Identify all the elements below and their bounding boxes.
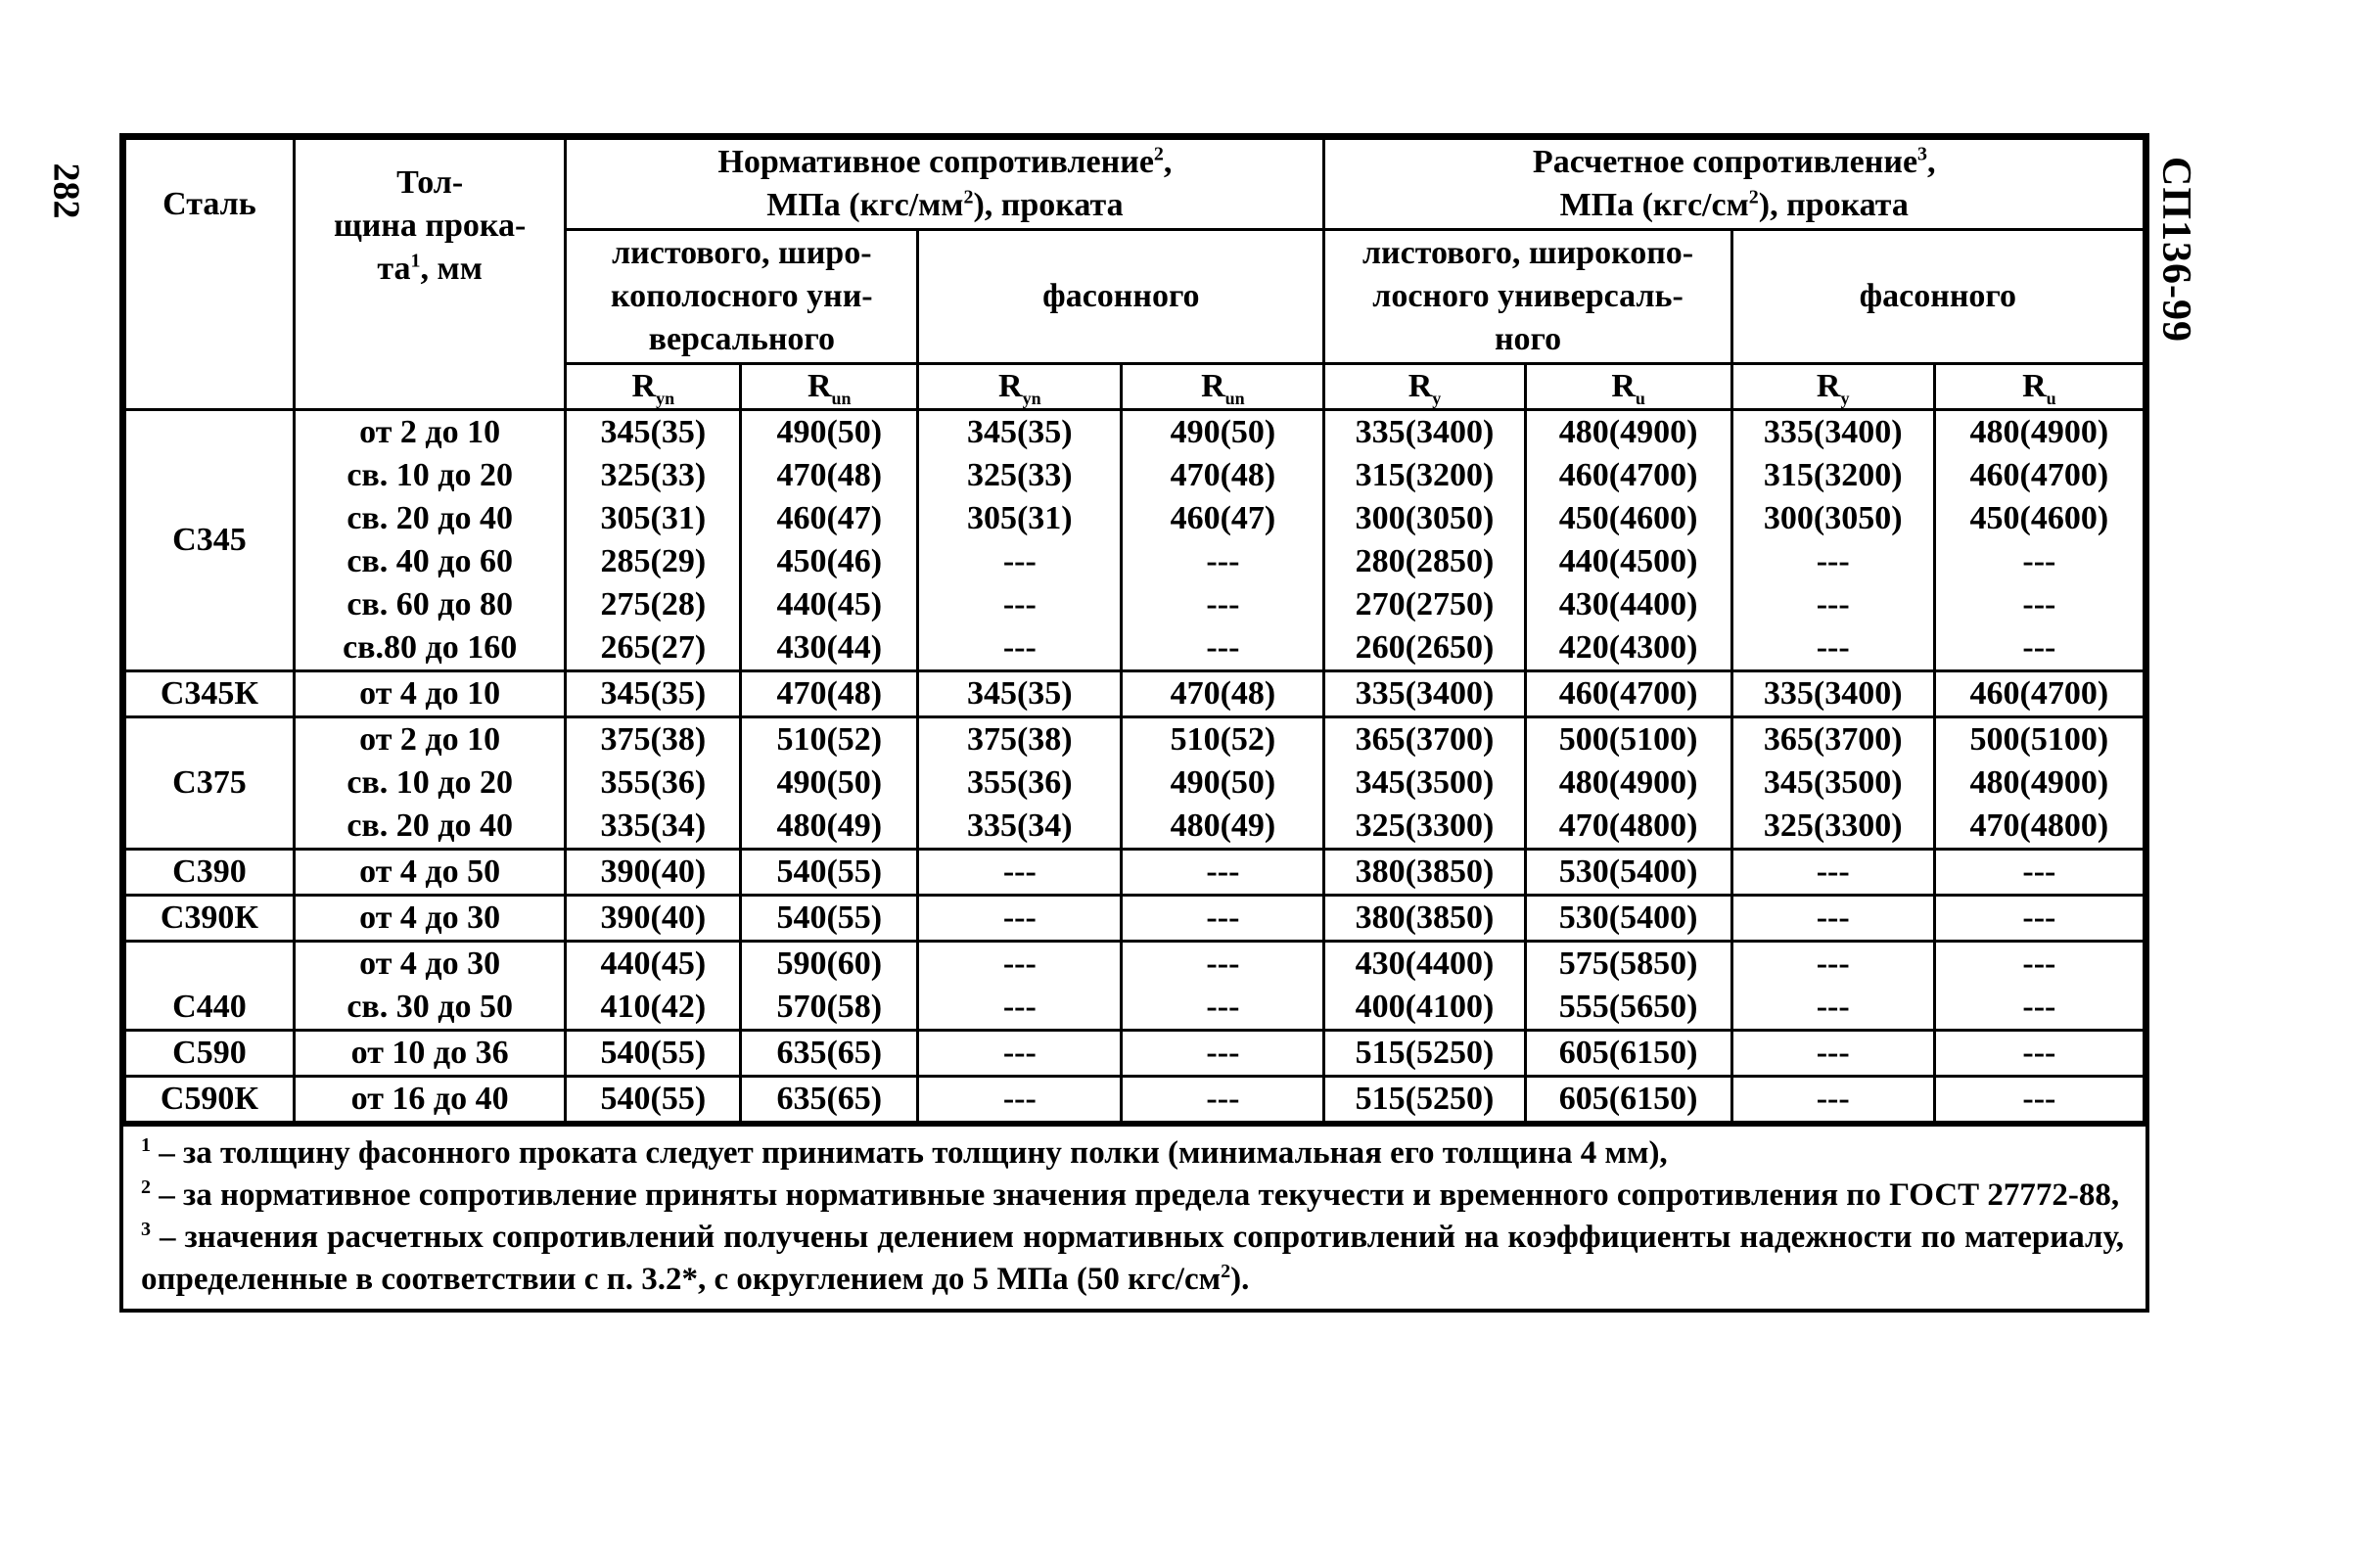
value-cell: 335(34) bbox=[566, 805, 741, 850]
value-cell: 440(4500) bbox=[1525, 540, 1731, 583]
header-design-comma: , bbox=[1927, 144, 1936, 180]
value-cell: 540(55) bbox=[741, 896, 918, 942]
header-shaped-normative bbox=[918, 230, 1324, 364]
value-cell: 365(3700) bbox=[1324, 717, 1525, 762]
value-cell: 315(3200) bbox=[1731, 454, 1934, 497]
value-cell: --- bbox=[918, 1077, 1122, 1123]
thickness-cell: св. 20 до 40 bbox=[294, 805, 565, 850]
page-number-text: 282 bbox=[45, 162, 86, 219]
value-cell: 440(45) bbox=[741, 583, 918, 626]
symbol-subscript: u bbox=[2046, 388, 2056, 408]
header-thickness-line1: Тол- bbox=[396, 164, 464, 201]
value-cell: 500(5100) bbox=[1525, 717, 1731, 762]
thickness-cell: св.80 до 160 bbox=[294, 626, 565, 671]
table-row bbox=[125, 1077, 2145, 1123]
steel-grade-cell: С345 bbox=[125, 410, 295, 671]
header-design-footnote: 3 bbox=[1917, 143, 1928, 165]
value-cell: 590(60) bbox=[741, 942, 918, 987]
value-cell: --- bbox=[1934, 986, 2144, 1031]
footnote-text: – значения расчетных сопротивлений получены делением нормативных сопротивлений на коэффициенты надежности по материалу, определенные в соответствии с п. 3.2*, с округлением до 5 МПа (50 кгс/см bbox=[141, 1220, 2124, 1297]
thickness-cell: от 2 до 10 bbox=[294, 717, 565, 762]
value-cell: 335(3400) bbox=[1731, 671, 1934, 717]
header-symbol-1 bbox=[566, 364, 741, 410]
value-cell: 490(50) bbox=[1122, 761, 1324, 805]
value-cell: --- bbox=[918, 583, 1122, 626]
value-cell: 575(5850) bbox=[1525, 942, 1731, 987]
value-cell: 305(31) bbox=[566, 497, 741, 540]
steel-resistance-table bbox=[119, 133, 2149, 1313]
thickness-cell: св. 60 до 80 bbox=[294, 583, 565, 626]
table-row bbox=[125, 626, 2145, 671]
header-shaped-design-label: фасонного bbox=[1859, 278, 2017, 314]
symbol-subscript: yn bbox=[656, 388, 675, 408]
value-cell: 430(4400) bbox=[1525, 583, 1731, 626]
value-cell: --- bbox=[1934, 583, 2144, 626]
value-cell: 515(5250) bbox=[1324, 1077, 1525, 1123]
value-cell: --- bbox=[1731, 540, 1934, 583]
value-cell: 345(3500) bbox=[1324, 761, 1525, 805]
header-normative-unit-sup: 2 bbox=[963, 186, 974, 208]
symbol-subscript: y bbox=[1840, 388, 1850, 408]
header-sheet-design-line1: листового, широкопо- bbox=[1361, 235, 1694, 271]
value-cell: 480(49) bbox=[1122, 805, 1324, 850]
value-cell: --- bbox=[1731, 896, 1934, 942]
value-cell: 270(2750) bbox=[1324, 583, 1525, 626]
symbol-subscript: un bbox=[1224, 388, 1245, 408]
footnote-text-end: ). bbox=[1230, 1262, 1250, 1297]
value-cell: --- bbox=[1122, 583, 1324, 626]
thickness-cell: от 4 до 50 bbox=[294, 850, 565, 896]
value-cell: 470(4800) bbox=[1934, 805, 2144, 850]
value-cell: 420(4300) bbox=[1525, 626, 1731, 671]
table-body bbox=[125, 410, 2145, 1123]
steel-grade-cell: С590К bbox=[125, 1077, 295, 1123]
value-cell: 450(46) bbox=[741, 540, 918, 583]
value-cell: 285(29) bbox=[566, 540, 741, 583]
header-symbol-8 bbox=[1934, 364, 2144, 410]
value-cell: 635(65) bbox=[741, 1077, 918, 1123]
header-shaped-normative-label: фасонного bbox=[1042, 278, 1200, 314]
value-cell: 635(65) bbox=[741, 1031, 918, 1077]
value-cell: 390(40) bbox=[566, 896, 741, 942]
value-cell: --- bbox=[918, 1031, 1122, 1077]
value-cell: --- bbox=[1122, 626, 1324, 671]
value-cell: 345(35) bbox=[918, 410, 1122, 455]
value-cell: 605(6150) bbox=[1525, 1077, 1731, 1123]
value-cell: --- bbox=[1934, 942, 2144, 987]
value-cell: 515(5250) bbox=[1324, 1031, 1525, 1077]
value-cell: 470(48) bbox=[741, 454, 918, 497]
value-cell: 605(6150) bbox=[1525, 1031, 1731, 1077]
header-thickness-unit: , мм bbox=[420, 251, 483, 287]
value-cell: 400(4100) bbox=[1324, 986, 1525, 1031]
value-cell: --- bbox=[1934, 896, 2144, 942]
value-cell: 540(55) bbox=[566, 1077, 741, 1123]
value-cell: --- bbox=[1731, 986, 1934, 1031]
value-cell: 300(3050) bbox=[1324, 497, 1525, 540]
value-cell: --- bbox=[1731, 583, 1934, 626]
thickness-cell: от 4 до 10 bbox=[294, 671, 565, 717]
table-row bbox=[125, 671, 2145, 717]
value-cell: --- bbox=[1934, 540, 2144, 583]
value-cell: 345(3500) bbox=[1731, 761, 1934, 805]
table-row bbox=[125, 454, 2145, 497]
table-row bbox=[125, 942, 2145, 987]
value-cell: --- bbox=[1122, 986, 1324, 1031]
header-design-suffix: ), проката bbox=[1758, 187, 1909, 223]
value-cell: 480(4900) bbox=[1525, 761, 1731, 805]
table-row bbox=[125, 540, 2145, 583]
table-row bbox=[125, 717, 2145, 762]
value-cell: 460(4700) bbox=[1525, 671, 1731, 717]
value-cell: 540(55) bbox=[566, 1031, 741, 1077]
value-cell: 380(3850) bbox=[1324, 850, 1525, 896]
header-sheet-design-line3: ного bbox=[1494, 321, 1562, 357]
footnote-marker: 1 bbox=[141, 1134, 151, 1156]
table-row bbox=[125, 896, 2145, 942]
header-sheet-normative bbox=[566, 230, 918, 364]
symbol-base: R bbox=[631, 368, 657, 404]
value-cell: 490(50) bbox=[741, 761, 918, 805]
thickness-cell: св. 40 до 60 bbox=[294, 540, 565, 583]
value-cell: 375(38) bbox=[918, 717, 1122, 762]
value-cell: 410(42) bbox=[566, 986, 741, 1031]
value-cell: 335(3400) bbox=[1324, 671, 1525, 717]
steel-grade-cell: С440 bbox=[125, 942, 295, 1031]
value-cell: --- bbox=[918, 626, 1122, 671]
value-cell: 470(4800) bbox=[1525, 805, 1731, 850]
symbol-base: R bbox=[1407, 368, 1433, 404]
value-cell: 335(34) bbox=[918, 805, 1122, 850]
value-cell: 540(55) bbox=[741, 850, 918, 896]
header-shaped-design bbox=[1731, 230, 2144, 364]
footnote-text: – за нормативное сопротивление приняты нормативные значения предела текучести и временного сопротивления по ГОСТ 27772-88, bbox=[151, 1177, 2120, 1213]
steel-grade-cell: С390 bbox=[125, 850, 295, 896]
value-cell: 260(2650) bbox=[1324, 626, 1525, 671]
value-cell: --- bbox=[918, 850, 1122, 896]
value-cell: --- bbox=[1934, 1031, 2144, 1077]
value-cell: 440(45) bbox=[566, 942, 741, 987]
header-sheet-design-line2: лосного универсаль- bbox=[1372, 278, 1684, 314]
value-cell: 315(3200) bbox=[1324, 454, 1525, 497]
value-cell: 325(3300) bbox=[1324, 805, 1525, 850]
header-sheet-normative-line3: версального bbox=[648, 321, 836, 357]
value-cell: 305(31) bbox=[918, 497, 1122, 540]
value-cell: --- bbox=[918, 942, 1122, 987]
header-thickness-line2: щина прока- bbox=[334, 208, 527, 244]
symbol-base: R bbox=[998, 368, 1023, 404]
value-cell: 390(40) bbox=[566, 850, 741, 896]
value-cell: 490(50) bbox=[1122, 410, 1324, 455]
value-cell: --- bbox=[1731, 1077, 1934, 1123]
value-cell: --- bbox=[1122, 850, 1324, 896]
value-cell: 275(28) bbox=[566, 583, 741, 626]
value-cell: 460(47) bbox=[1122, 497, 1324, 540]
thickness-cell: св. 10 до 20 bbox=[294, 454, 565, 497]
value-cell: 345(35) bbox=[566, 410, 741, 455]
footnotes bbox=[123, 1124, 2145, 1309]
footnote-marker: 2 bbox=[141, 1176, 151, 1198]
value-cell: --- bbox=[1731, 850, 1934, 896]
table-row bbox=[125, 1031, 2145, 1077]
header-thickness-footnote: 1 bbox=[410, 250, 421, 272]
value-cell: 490(50) bbox=[741, 410, 918, 455]
value-cell: 470(48) bbox=[741, 671, 918, 717]
table-row bbox=[125, 986, 2145, 1031]
header-design-title: Расчетное сопротивление bbox=[1532, 144, 1918, 180]
header-normative-suffix: ), проката bbox=[973, 187, 1124, 223]
symbol-base: R bbox=[807, 368, 832, 404]
thickness-cell: от 4 до 30 bbox=[294, 896, 565, 942]
value-cell: 365(3700) bbox=[1731, 717, 1934, 762]
value-cell: 480(49) bbox=[741, 805, 918, 850]
steel-grade-cell: С390К bbox=[125, 896, 295, 942]
table-header bbox=[125, 139, 2145, 410]
thickness-cell: от 2 до 10 bbox=[294, 410, 565, 455]
value-cell: 460(4700) bbox=[1525, 454, 1731, 497]
thickness-cell: св. 30 до 50 bbox=[294, 986, 565, 1031]
header-normative-footnote: 2 bbox=[1153, 143, 1164, 165]
value-cell: --- bbox=[1934, 626, 2144, 671]
value-cell: 355(36) bbox=[918, 761, 1122, 805]
value-cell: 380(3850) bbox=[1324, 896, 1525, 942]
value-cell: --- bbox=[1122, 942, 1324, 987]
header-steel bbox=[125, 139, 295, 410]
thickness-cell: от 4 до 30 bbox=[294, 942, 565, 987]
header-thickness-line3: та bbox=[377, 251, 411, 287]
value-cell: 325(33) bbox=[566, 454, 741, 497]
header-symbol-5 bbox=[1324, 364, 1525, 410]
value-cell: 460(4700) bbox=[1934, 671, 2144, 717]
value-cell: 450(4600) bbox=[1525, 497, 1731, 540]
value-cell: --- bbox=[1934, 1077, 2144, 1123]
page-number bbox=[22, 147, 110, 235]
value-cell: 460(47) bbox=[741, 497, 918, 540]
footnote-text: – за толщину фасонного проката следует принимать толщину полки (минимальная его толщина 4 мм), bbox=[151, 1135, 1668, 1171]
header-design-unit-sup: 2 bbox=[1748, 186, 1759, 208]
header-steel-label: Сталь bbox=[162, 186, 256, 222]
value-cell: 480(4900) bbox=[1934, 410, 2144, 455]
steel-grade-cell: С375 bbox=[125, 717, 295, 850]
symbol-subscript: y bbox=[1432, 388, 1442, 408]
header-normative-title: Нормативное сопротивление bbox=[717, 144, 1154, 180]
header-sheet-normative-line2: кополосного уни- bbox=[611, 278, 873, 314]
header-normative-unit: МПа (кгс/мм bbox=[766, 187, 964, 223]
value-cell: --- bbox=[1934, 850, 2144, 896]
value-cell: 345(35) bbox=[918, 671, 1122, 717]
value-cell: 480(4900) bbox=[1525, 410, 1731, 455]
thickness-cell: св. 10 до 20 bbox=[294, 761, 565, 805]
footnote-marker: 3 bbox=[141, 1219, 151, 1240]
value-cell: 375(38) bbox=[566, 717, 741, 762]
header-normative bbox=[566, 139, 1324, 230]
header-symbol-3 bbox=[918, 364, 1122, 410]
value-cell: --- bbox=[1731, 942, 1934, 987]
symbol-subscript: u bbox=[1635, 388, 1645, 408]
value-cell: --- bbox=[918, 896, 1122, 942]
value-cell: 570(58) bbox=[741, 986, 918, 1031]
value-cell: 510(52) bbox=[741, 717, 918, 762]
footnote-3 bbox=[141, 1217, 2124, 1301]
table-row bbox=[125, 497, 2145, 540]
header-symbol-6 bbox=[1525, 364, 1731, 410]
value-cell: --- bbox=[918, 986, 1122, 1031]
table-row bbox=[125, 761, 2145, 805]
steel-grade-cell: С590 bbox=[125, 1031, 295, 1077]
steel-grade-cell: С345К bbox=[125, 671, 295, 717]
value-cell: 460(4700) bbox=[1934, 454, 2144, 497]
symbol-subscript: yn bbox=[1022, 388, 1041, 408]
value-cell: 480(4900) bbox=[1934, 761, 2144, 805]
value-cell: --- bbox=[1731, 626, 1934, 671]
value-cell: 300(3050) bbox=[1731, 497, 1934, 540]
value-cell: --- bbox=[918, 540, 1122, 583]
symbol-base: R bbox=[1201, 368, 1225, 404]
table-row bbox=[125, 805, 2145, 850]
table-row bbox=[125, 583, 2145, 626]
value-cell: 335(3400) bbox=[1731, 410, 1934, 455]
thickness-cell: от 10 до 36 bbox=[294, 1031, 565, 1077]
document-code-text: СП136-99 bbox=[2153, 157, 2198, 343]
header-design bbox=[1324, 139, 2145, 230]
value-cell: --- bbox=[1122, 1077, 1324, 1123]
symbol-base: R bbox=[1816, 368, 1841, 404]
value-cell: 510(52) bbox=[1122, 717, 1324, 762]
header-sheet-design bbox=[1324, 230, 1731, 364]
value-cell: --- bbox=[1122, 896, 1324, 942]
value-cell: --- bbox=[1731, 1031, 1934, 1077]
value-cell: 325(3300) bbox=[1731, 805, 1934, 850]
footnote-unit-sup: 2 bbox=[1221, 1261, 1231, 1282]
value-cell: --- bbox=[1122, 540, 1324, 583]
value-cell: 265(27) bbox=[566, 626, 741, 671]
footnote-1 bbox=[141, 1132, 2124, 1175]
value-cell: 280(2850) bbox=[1324, 540, 1525, 583]
header-design-unit: МПа (кгс/см bbox=[1559, 187, 1749, 223]
header-sheet-normative-line1: листового, широ- bbox=[612, 235, 872, 271]
thickness-cell: от 16 до 40 bbox=[294, 1077, 565, 1123]
value-cell: 555(5650) bbox=[1525, 986, 1731, 1031]
header-symbol-2 bbox=[741, 364, 918, 410]
header-normative-comma: , bbox=[1163, 144, 1173, 180]
header-thickness bbox=[294, 139, 565, 410]
value-cell: 470(48) bbox=[1122, 671, 1324, 717]
value-cell: 530(5400) bbox=[1525, 850, 1731, 896]
value-cell: --- bbox=[1122, 1031, 1324, 1077]
value-cell: 430(44) bbox=[741, 626, 918, 671]
value-cell: 335(3400) bbox=[1324, 410, 1525, 455]
value-cell: 450(4600) bbox=[1934, 497, 2144, 540]
symbol-subscript: un bbox=[831, 388, 852, 408]
value-cell: 325(33) bbox=[918, 454, 1122, 497]
header-symbol-4 bbox=[1122, 364, 1324, 410]
value-cell: 470(48) bbox=[1122, 454, 1324, 497]
table bbox=[123, 137, 2145, 1124]
table-row bbox=[125, 850, 2145, 896]
symbol-base: R bbox=[2022, 368, 2047, 404]
value-cell: 355(36) bbox=[566, 761, 741, 805]
value-cell: 530(5400) bbox=[1525, 896, 1731, 942]
header-symbol-7 bbox=[1731, 364, 1934, 410]
thickness-cell: св. 20 до 40 bbox=[294, 497, 565, 540]
footnote-2 bbox=[141, 1175, 2124, 1217]
value-cell: 500(5100) bbox=[1934, 717, 2144, 762]
value-cell: 430(4400) bbox=[1324, 942, 1525, 987]
value-cell: 345(35) bbox=[566, 671, 741, 717]
symbol-base: R bbox=[1611, 368, 1636, 404]
table-row bbox=[125, 410, 2145, 455]
